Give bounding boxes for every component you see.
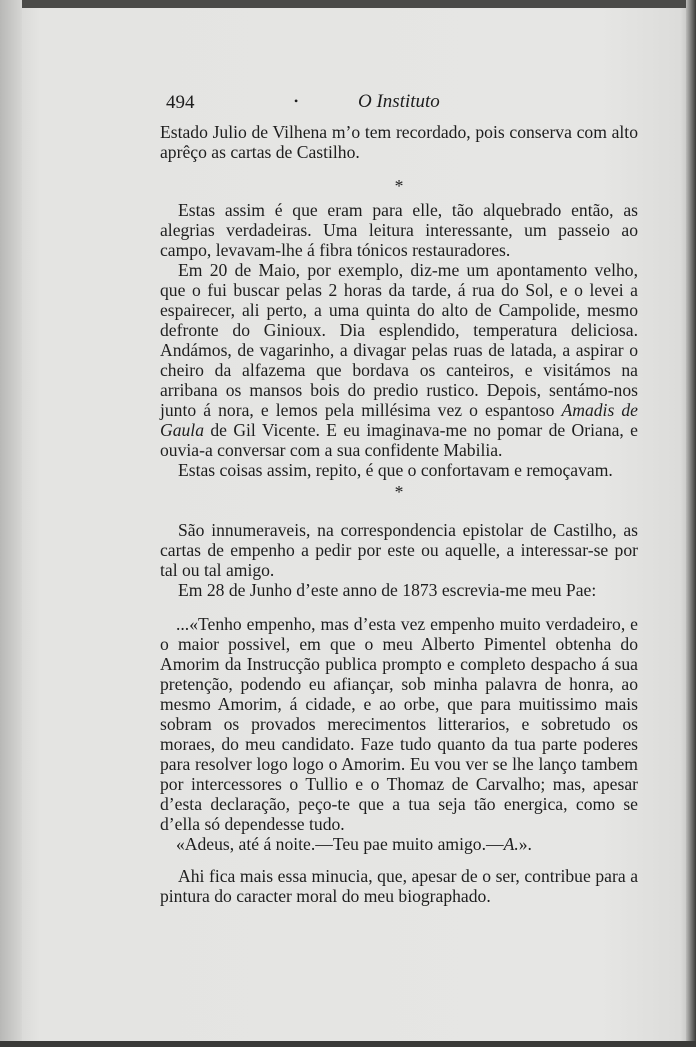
paragraph: Estas coisas assim, repito, é que o confortavam e remoçavam. [178, 460, 613, 480]
paragraph-text: de Gil Vicente. E eu imaginava-me no pomar de Oriana, e ouvia-a conversar com a sua confidente Mabilia. [160, 420, 638, 460]
signature-initial: A. [503, 834, 519, 854]
quoted-letter: ...«Tenho empenho, mas d’esta vez empenho muito verdadeiro, e o maior possivel, em que o meu Alberto Pimentel obtenha do Amorim da Instrucção publica prompto e completo despacho á sua pretenção, podendo eu afiançar, sob minha palavra de honra, ao mesmo Amorim, á cidade, e ao orbe, que para muitissimo mais sobram os provados merecimentos litterarios, e sobretudo os moraes, do meu candidato. Faze tudo quanto da tua parte poderes para resolver logo logo o Amorim. Eu vou ver se lhe lanço tambem por intercessores o Tullio e o Thomaz de Carvalho; mas, apesar d’esta declaração, peço-te que a tua seja tão energica, como se d’ella só dependesse tudo. [160, 614, 638, 834]
closing-end: ». [518, 834, 532, 854]
running-title: O Instituto [358, 91, 440, 112]
page-number: 494 [166, 92, 195, 113]
work-title: Amadis de Gaula [160, 400, 638, 440]
scan-edge-left [0, 0, 22, 1047]
scan-edge-bottom [0, 1041, 696, 1047]
paragraph [160, 260, 638, 460]
closing-text: «Adeus, até á noite.—Teu pae muito amigo.— [176, 834, 504, 854]
paragraph-continuation: Estado Julio de Vilhena m’o tem recordado, pois conserva com alto aprêço as cartas de Castilho. [160, 122, 638, 162]
paragraph: Ahi fica mais essa minucia, que, apesar de o ser, contribue para a pintura do caracter moral do meu biographado. [160, 866, 638, 906]
paragraph-text: Em 20 de Maio, por exemplo, diz-me um apontamento velho, que o fui buscar pelas 2 horas da tarde, á rua do Sol, e o levei a espairecer, ali perto, a uma quinta do alto de Campolide, mesmo defronte do Ginioux. Dia esplendido, temperatura deliciosa. Andámos, de vagarinho, a divagar pelas ruas de latada, a aspirar o cheiro da alfazema que bordava os canteiros, e visitámos na arribana os mansos bois do predio rustico. Depois, sentámo-nos junto á nora, e lemos pela millésima vez o espantoso [160, 260, 638, 420]
body-text [160, 122, 638, 906]
paragraph: Estas assim é que eram para elle, tão alquebrado então, as alegrias verdadeiras. Uma leitura interessante, um passeio ao campo, levavam-lhe á fibra tónicos restauradores. [160, 200, 638, 260]
page-header [166, 90, 636, 116]
header-bullet: • [294, 94, 299, 108]
scan-edge-right [686, 0, 696, 1047]
quoted-letter-closing [160, 834, 638, 854]
scan-edge-top [0, 0, 696, 8]
section-separator: * [394, 176, 404, 196]
paragraph: Em 28 de Junho d’este anno de 1873 escrevia-me meu Pae: [178, 580, 597, 600]
paragraph: São innumeraveis, na correspondencia epistolar de Castilho, as cartas de empenho a pedir por este ou aquelle, a interessar-se por tal ou tal amigo. [160, 520, 638, 580]
section-separator: * [394, 482, 404, 502]
